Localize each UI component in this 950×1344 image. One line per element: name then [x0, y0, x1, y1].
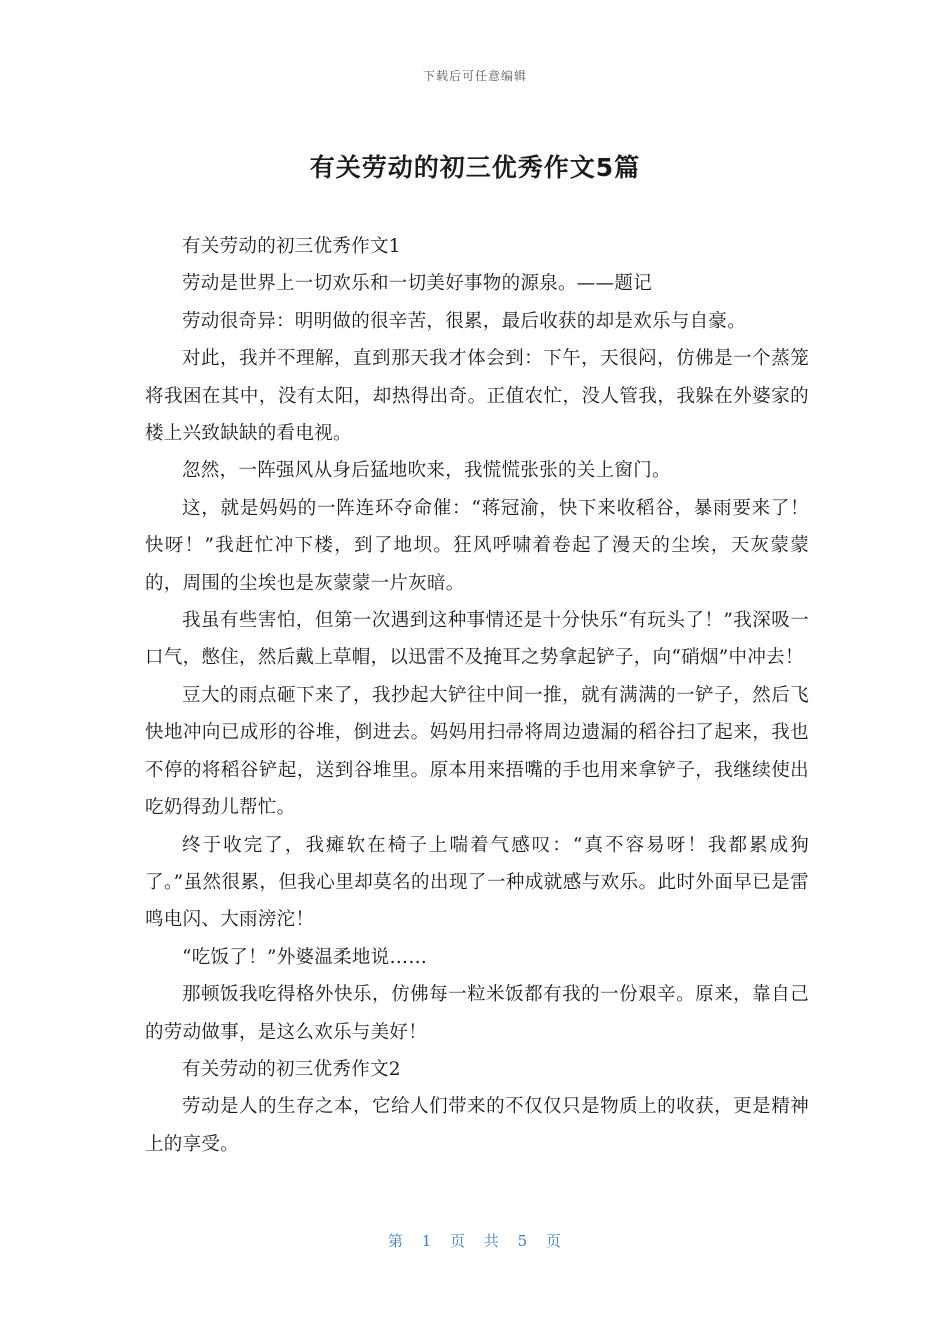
paragraph: 我虽有些害怕，但第一次遇到这种事情还是十分快乐“有玩头了！”我深吸一口气，憋住，然后戴上草帽，以迅雷不及掩耳之势拿起铲子，向“硝烟”中冲去！: [145, 610, 809, 669]
paragraph-epigraph: 劳动是世界上一切欢乐和一切美好事物的源泉。——题记: [182, 273, 653, 295]
paragraph: 对此，我并不理解，直到那天我才体会到：下午，天很闷，仿佛是一个蒸笼将我困在其中，没有太阳，却热得出奇。正值农忙，没人管我，我躲在外婆家的楼上兴致缺缺的看电视。: [145, 348, 809, 445]
page-header-note: 下载后可任意编辑: [422, 69, 527, 83]
paragraph: 终于收完了，我瘫软在椅子上喘着气感叹：“真不容易呀！我都累成狗了。”虽然很累，但我心里却莫名的出现了一种成就感与欢乐。此时外面早已是雷鸣电闪、大雨滂沱！: [145, 834, 809, 931]
paragraph: 豆大的雨点砸下来了，我抄起大铲往中间一推，就有满满的一铲子，然后飞快地冲向已成形的谷堆，倒进去。妈妈用扫帚将周边遗漏的稻谷扫了起来，我也不停的将稻谷铲起，送到谷堆里。原本用来捂嘴的手也用来拿铲子，我继续使出吃奶得劲儿帮忙。: [145, 684, 809, 819]
paragraph: “吃饭了！”外婆温柔地说……: [182, 946, 428, 968]
paragraph-essay-heading-1: 有关劳动的初三优秀作文1: [182, 236, 401, 257]
document-title: 有关劳动的初三优秀作文5篇: [309, 153, 641, 182]
paragraph: 忽然，一阵强风从身后猛地吹来，我慌慌张张的关上窗门。: [182, 460, 671, 482]
paragraph: 劳动是人的生存之本，它给人们带来的不仅仅只是物质上的收获，更是精神上的享受。: [145, 1096, 809, 1155]
page-number-footer: [0, 1230, 950, 1251]
paragraph-essay-heading-2: 有关劳动的初三优秀作文2: [182, 1058, 401, 1080]
page-number-label: 第 1 页 共 5 页: [388, 1232, 562, 1250]
paragraph: 劳动很奇异：明明做的很辛苦，很累，最后收获的却是欢乐与自豪。: [182, 310, 747, 332]
paragraph: 这，就是妈妈的一阵连环夺命催：“蒋冠渝，快下来收稻谷，暴雨要来了！快呀！”我赶忙冲下楼，到了地坝。狂风呼啸着卷起了漫天的尘埃，天灰蒙蒙的，周围的尘埃也是灰蒙蒙一片灰暗。: [145, 497, 809, 594]
paragraph: 那顿饭我吃得格外快乐，仿佛每一粒米饭都有我的一份艰辛。原来，靠自己的劳动做事，是这么欢乐与美好！: [145, 984, 809, 1043]
document-body: [145, 228, 809, 1163]
